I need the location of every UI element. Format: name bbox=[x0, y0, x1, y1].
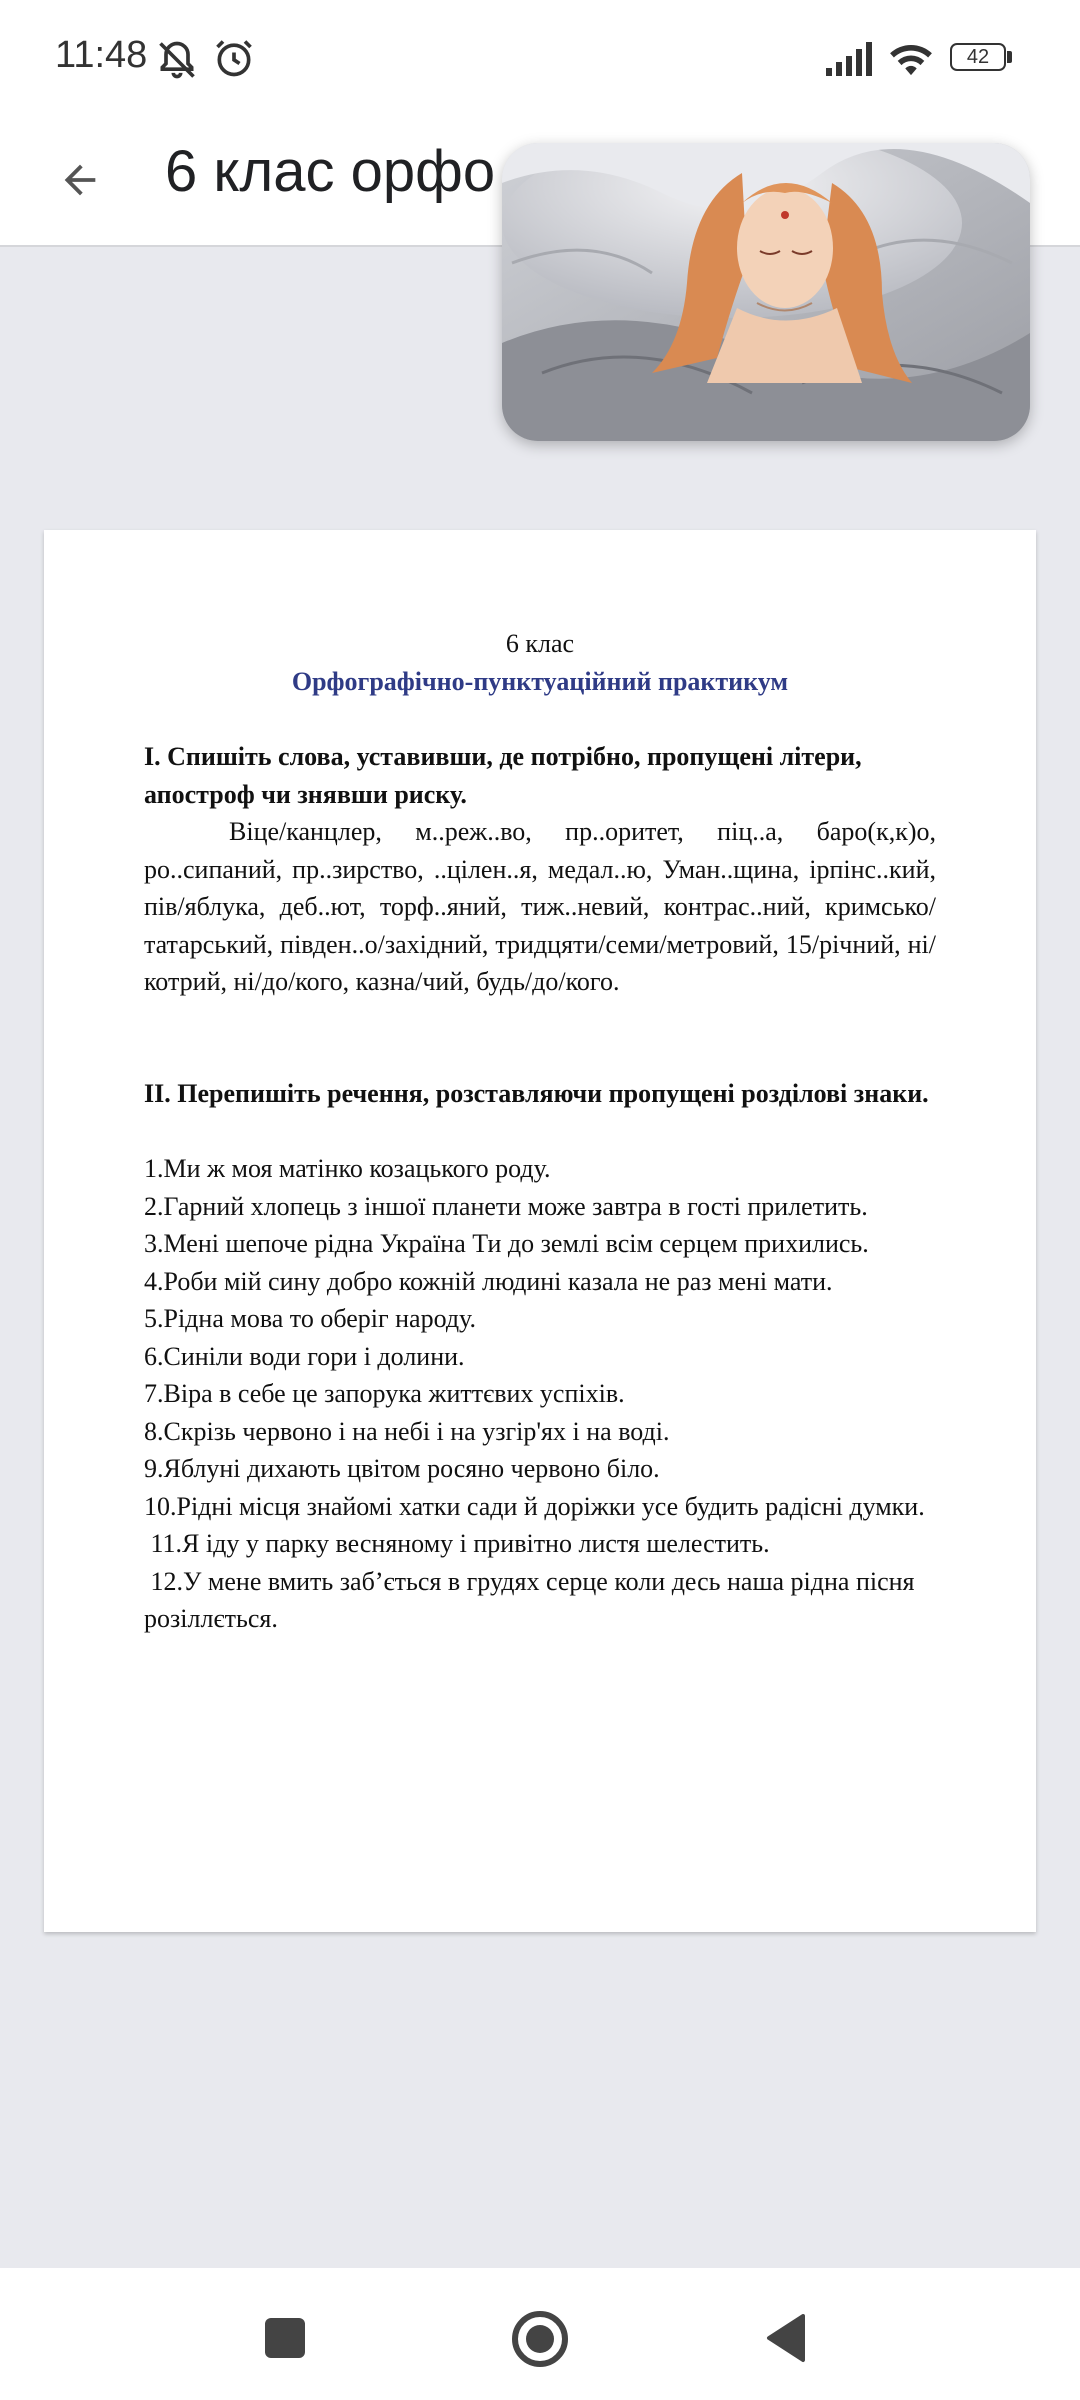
signal-icon bbox=[826, 42, 876, 76]
section-1-body: Віце/канцлер, м..реж..во, пр..оритет, піц..а, баро(к,к)о, ро..сипаний, пр..зирство, ..цілен..я, медал..ю, Уман..щина, ірпінс..кий, пів/яблука, деб..ют, торф..яний, тиж..невий, контрас..ний, кримсько/татарський, півден..о/західний, тридцяти/семи/метровий, 15/річний, ні/котрий, ні/до/кого, казна/чий, будь/до/кого. bbox=[144, 817, 936, 996]
list-item: 1.Ми ж моя матінко козацького роду. bbox=[144, 1154, 551, 1183]
back-icon bbox=[755, 2308, 815, 2368]
list-item: 9.Яблуні дихають цвітом росяно червоно біло. bbox=[144, 1454, 660, 1483]
battery-icon bbox=[950, 43, 1014, 75]
list-item: 6.Синіли води гори і долини. bbox=[144, 1341, 465, 1371]
list-item: 8.Скрізь червоно і на небі і на узгір'ях і на воді. bbox=[144, 1416, 670, 1446]
wifi-icon bbox=[888, 40, 934, 78]
recent-apps-icon bbox=[265, 2318, 305, 2358]
home-icon bbox=[505, 2304, 575, 2374]
list-item: 5.Рідна мова то оберіг народу. bbox=[144, 1304, 476, 1333]
bell-off-icon bbox=[155, 38, 199, 82]
status-time: 11:48 bbox=[55, 34, 148, 76]
list-item: 10.Рідні місця знайомі хатки сади й доріжки усе будить радісні думки. bbox=[144, 1491, 925, 1521]
floating-video-overlay[interactable] bbox=[502, 143, 1030, 441]
back-button[interactable] bbox=[40, 140, 120, 220]
home-button[interactable] bbox=[505, 2304, 575, 2374]
list-item: 4.Роби мій сину добро кожній людині казала не раз мені мати. bbox=[144, 1266, 833, 1296]
document-grade: 6 клас bbox=[505, 629, 575, 658]
list-item: 11.Я іду у парку весняному і привітно листя шелестить. bbox=[144, 1529, 770, 1558]
battery-level: 42 bbox=[966, 45, 990, 68]
document-page[interactable] bbox=[44, 530, 1036, 1932]
navigation-bar bbox=[0, 2268, 1080, 2400]
sleeping-character-image bbox=[502, 143, 1030, 441]
arrow-left-icon bbox=[55, 157, 105, 203]
alarm-icon bbox=[212, 36, 256, 80]
section-1-title: І. Спишіть слова, уставивши, де потрібно, пропущені літери, апостроф чи знявши риску. bbox=[144, 742, 862, 809]
list-item: 12.У мене вмить заб’ється в грудях серце коли десь наша рідна пісня розіллється. bbox=[144, 1566, 921, 1633]
recent-apps-button[interactable] bbox=[255, 2308, 315, 2368]
document-heading: Орфографічно-пунктуаційний практикум bbox=[291, 667, 789, 696]
section-2-title: ІІ. Перепишіть речення, розставляючи пропущені розділові знаки. bbox=[144, 1079, 929, 1108]
list-item: 7.Віра в себе це запорука життєвих успіхів. bbox=[144, 1379, 625, 1408]
list-item: 2.Гарний хлопець з іншої планети може завтра в гості прилетить. bbox=[144, 1191, 868, 1221]
status-bar bbox=[0, 0, 1080, 120]
section-2-list bbox=[144, 1150, 936, 1638]
list-item: 3.Мені шепоче рідна Україна Ти до землі всім серцем прихились. bbox=[144, 1229, 869, 1258]
document-title: 6 клас орфо bbox=[165, 139, 496, 204]
back-nav-button[interactable] bbox=[755, 2308, 815, 2368]
